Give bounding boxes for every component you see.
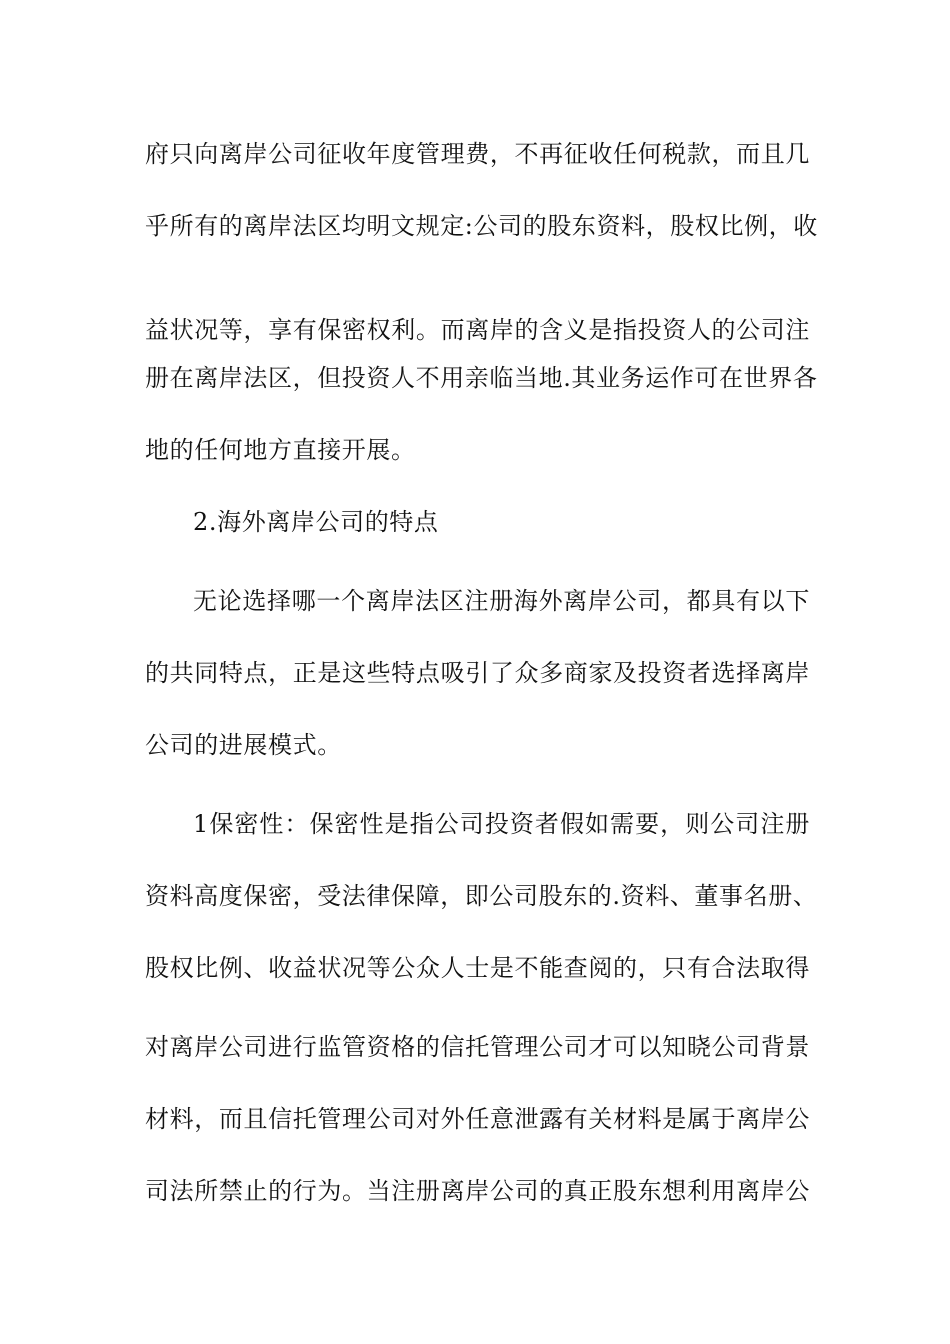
paragraph-line: 股权比例、收益状况等公众人士是不能查阅的，只有合法取得 — [145, 954, 810, 982]
paragraph-line: 材料，而且信托管理公司对外任意泄露有关材料是属于离岸公 — [145, 1105, 810, 1133]
paragraph-line: 益状况等，享有保密权利。而离岸的含义是指投资人的公司注 — [145, 316, 810, 344]
paragraph-line: 乎所有的离岸法区均明文规定:公司的股东资料，股权比例，收 — [145, 212, 818, 240]
paragraph-line: 司法所禁止的行为。当注册离岸公司的真正股东想利用离岸公 — [145, 1177, 810, 1205]
paragraph-line: 资料高度保密，受法律保障，即公司股东的.资料、董事名册、 — [145, 882, 818, 910]
paragraph-line: 府只向离岸公司征收年度管理费，不再征收任何税款，而且几 — [145, 140, 810, 168]
paragraph-line: 公司的进展模式。 — [145, 731, 342, 759]
paragraph-line: 对离岸公司进行监管资格的信托管理公司才可以知晓公司背景 — [145, 1033, 810, 1061]
paragraph-line: 的共同特点，正是这些特点吸引了众多商家及投资者选择离岸 — [145, 659, 810, 687]
paragraph-line: 地的任何地方直接开展。 — [145, 436, 416, 464]
paragraph-line: 1保密性：保密性是指公司投资者假如需要，则公司注册 — [193, 810, 810, 838]
section-heading: 2.海外离岸公司的特点 — [193, 508, 439, 536]
paragraph-line: 无论选择哪一个离岸法区注册海外离岸公司，都具有以下 — [193, 587, 810, 615]
paragraph-line: 册在离岸法区，但投资人不用亲临当地.其业务运作可在世界各 — [145, 364, 818, 392]
